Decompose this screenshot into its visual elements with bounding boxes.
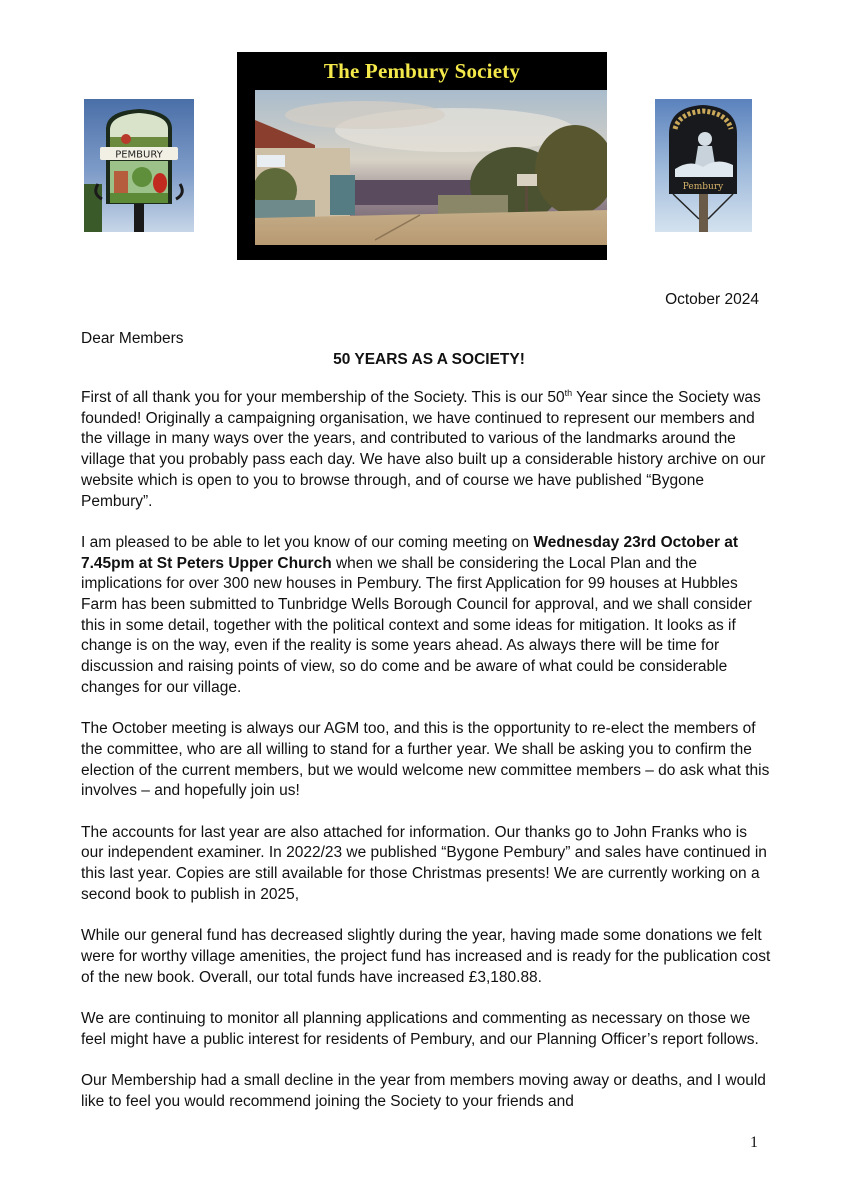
village-street-painting	[255, 90, 607, 245]
sign-text: Pembury	[682, 182, 724, 192]
salutation: Dear Members	[81, 330, 184, 347]
banner-title: The Pembury Society	[323, 59, 521, 83]
superscript: th	[564, 387, 573, 398]
text-run: I am pleased to be able to let you know of our coming meeting on	[81, 533, 534, 551]
sign-text: PEMBURY	[115, 149, 163, 161]
paragraph-planning: We are continuing to monitor all planning applications and commenting as necessary on those we feel might have a public interest for residents of Pembury, and our Planning Officer’s report follows.	[81, 1010, 759, 1048]
paragraph-intro	[81, 388, 771, 512]
meeting-details: Wednesday 23rd October at 7.45pm at St Peters Upper Church	[81, 533, 739, 572]
paragraph-accounts: The accounts for last year are also attached for information. Our thanks go to John Franks who is our independent examiner. In 2022/23 we published “Bygone Pembury” and sales have continued in this last year. Copies are still available for those Christmas presents! We are currently working on a second book to publish in 2025,	[81, 823, 767, 903]
letter-body	[81, 388, 771, 1133]
paragraph-membership: Our Membership had a small decline in the year from members moving away or deaths, and I would like to feel you would recommend joining the Society to your friends and	[81, 1072, 766, 1110]
text-run: First of all thank you for your membership of the Society. This is our 50	[81, 389, 565, 406]
pembury-village-sign-image	[84, 99, 194, 232]
society-banner	[237, 52, 607, 260]
text-run: when we shall be considering the Local Plan and the implications for over 300 new houses in Pembury. The first Application for 99 houses at Hubbles Farm has been submitted to Tunbridge Wells Borough Council for approval, and we shall consider this in some detail, together with the political context and some ideas for mitigation. It looks as if change is on the way, even if the reality is some years ahead. As always there will be time for discussion and raising points of view, so do come and be aware of what could be considerable changes for our village.	[81, 554, 752, 696]
headline: 50 YEARS AS A SOCIETY!	[333, 351, 525, 368]
paragraph-agm: The October meeting is always our AGM too, and this is the opportunity to re-elect the members of the committee, who are all willing to stand for a further year. We shall be asking you to confirm the election of the current members, but we would welcome new committee members – do ask what this involves – and hopefully join us!	[81, 720, 770, 800]
letter-date: October 2024	[665, 291, 759, 308]
text-run: Year since the Society was founded! Originally a campaigning organisation, we have continued to represent our members and the village in many ways over the years, and contributed to various of the landmarks around the village that you probably pass each day. We have also built up a considerable history archive on our website which is open to you to browse through, and of course we have published “Bygone Pembury”.	[81, 389, 766, 510]
bo-peep-corner-sign-image	[655, 99, 752, 232]
paragraph-funds: While our general fund has decreased slightly during the year, having made some donations we felt were for worthy village amenities, the project fund has increased and is ready for the publication cost of the new book. Overall, our total funds have increased £3,180.88.	[81, 927, 771, 986]
page-number: 1	[750, 1134, 758, 1151]
paragraph-meeting	[81, 533, 771, 699]
